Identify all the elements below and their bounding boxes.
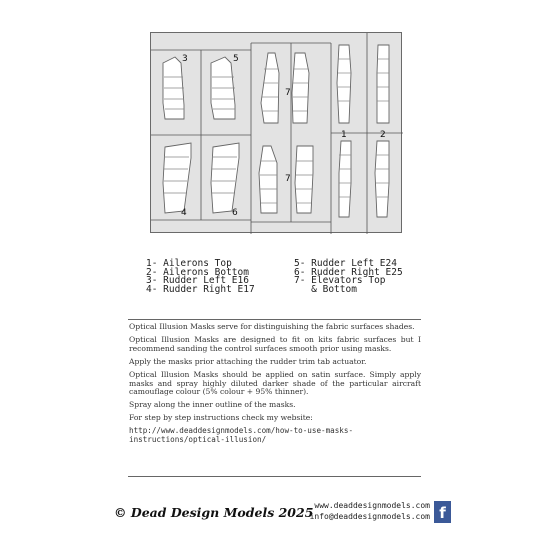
mask-shapes bbox=[151, 33, 403, 234]
facebook-icon[interactable]: f bbox=[434, 501, 451, 523]
mask-number-1: 1 bbox=[341, 130, 347, 140]
instruction-paragraph: Optical Illusion Masks are designed to fit on kits fabric surfaces but I recommend sanding the control surfaces smooth prior using masks. bbox=[129, 334, 421, 353]
divider-bottom bbox=[128, 476, 421, 477]
instruction-paragraph: Apply the masks prior attaching the rudder trim tab actuator. bbox=[129, 356, 367, 366]
mask-number-6: 6 bbox=[232, 208, 238, 218]
instructions-link-line: http://www.deaddesignmodels.com/how-to-use-masks- bbox=[129, 426, 354, 436]
mask-number-2: 2 bbox=[380, 130, 386, 140]
legend-item: 4- Rudder Right E17 bbox=[146, 283, 255, 295]
instruction-paragraph: For step by step instructions check my website: bbox=[129, 413, 313, 423]
mask-number-5: 5 bbox=[233, 54, 239, 64]
mask-number-7-top: 7 bbox=[285, 88, 291, 98]
legend-item: 6- Rudder Right E25 bbox=[294, 266, 403, 278]
legend-column-left bbox=[146, 260, 255, 294]
legend-item: 3- Rudder Left E16 bbox=[146, 275, 249, 287]
mask-sheet bbox=[150, 32, 402, 233]
legend-item: 7- Elevators Top bbox=[294, 275, 386, 287]
legend-item: 1- Ailerons Top bbox=[146, 258, 232, 269]
instructions-link[interactable] bbox=[129, 427, 421, 445]
mask-number-4: 4 bbox=[181, 208, 187, 218]
instruction-paragraph: Optical Illusion Masks should be applied on satin surface. Simply apply masks and spray highly diluted darker shade of the particular aircraft camouflage colour (5% colour + 95% thinner). bbox=[129, 369, 421, 397]
instruction-paragraph: Spray along the inner outline of the masks. bbox=[129, 400, 296, 410]
instructions-link-line: instructions/optical-illusion/ bbox=[129, 435, 267, 445]
copyright-logo: © Dead Design Models 2025 bbox=[114, 505, 314, 520]
legend-item: 5- Rudder Left E24 bbox=[294, 258, 397, 269]
legend-column-right bbox=[294, 260, 403, 294]
website-link[interactable]: www.deaddesignmodels.com bbox=[314, 501, 430, 510]
email-link[interactable]: info@deaddesignmodels.com bbox=[309, 512, 430, 521]
instructions-text bbox=[129, 323, 421, 445]
divider-top bbox=[128, 319, 421, 320]
mask-number-7-bottom: 7 bbox=[285, 174, 291, 184]
contact-block bbox=[300, 500, 430, 522]
mask-legend bbox=[146, 260, 426, 302]
mask-number-3: 3 bbox=[182, 54, 188, 64]
legend-item: & Bottom bbox=[294, 283, 357, 295]
legend-item: 2- Ailerons Bottom bbox=[146, 266, 249, 278]
instruction-paragraph: Optical Illusion Masks serve for distinguishing the fabric surfaces shades. bbox=[129, 322, 415, 331]
